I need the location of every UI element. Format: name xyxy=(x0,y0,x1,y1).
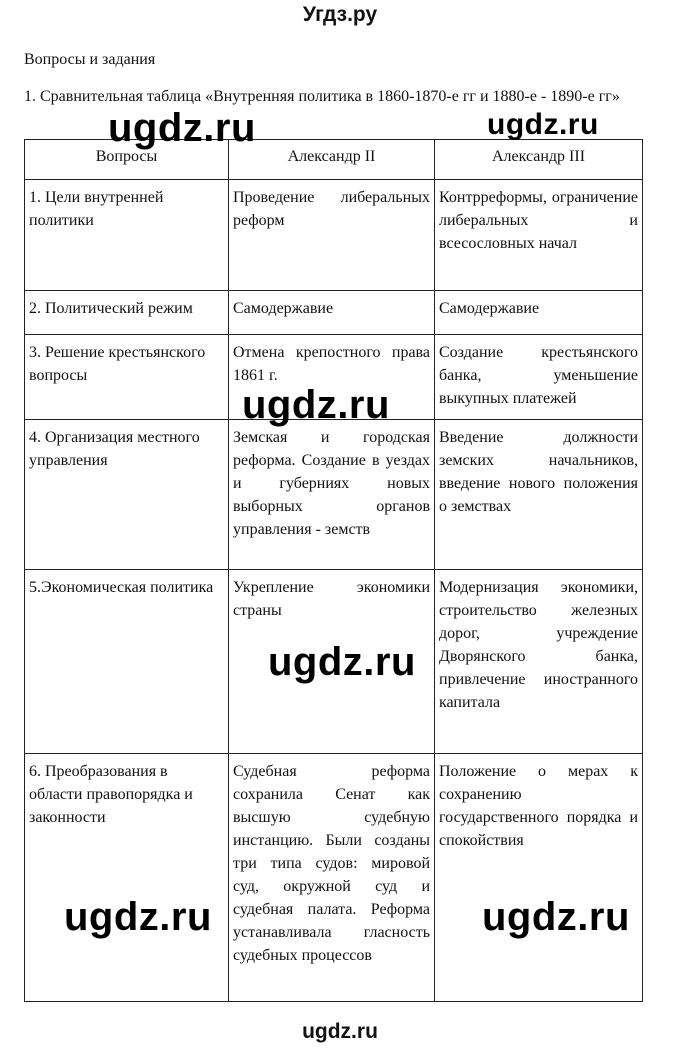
row-question: 4. Организация местного управления xyxy=(25,420,229,570)
header-alexander-3: Александр III xyxy=(435,140,643,180)
table-row xyxy=(25,420,643,570)
watermark: ugdz.ru xyxy=(242,383,390,427)
watermark: ugdz.ru xyxy=(64,895,212,939)
row-alexander-3: Введение должности земских начальников, введение нового положения о земствах xyxy=(435,420,643,570)
row-question: 5.Экономическая политика xyxy=(25,570,229,754)
table-row xyxy=(25,180,643,291)
row-question: 1. Цели внутренней политики xyxy=(25,180,229,291)
row-alexander-3: Положение о мерах к сохранению государственного порядка и спокойствия xyxy=(435,754,643,1002)
row-alexander-3: Контрреформы, ограничение либеральных и всесословных начал xyxy=(435,180,643,291)
watermark: ugdz.ru xyxy=(487,108,599,141)
watermark: ugdz.ru xyxy=(268,640,416,684)
watermark: ugdz.ru xyxy=(482,895,630,939)
row-alexander-2: Земская и городская реформа. Создание в уездах и губерниях новых выборных органов управления - земств xyxy=(229,420,435,570)
task-intro: 1. Сравнительная таблица «Внутренняя политика в 1860-1870-е гг и 1880-е - 1890-е гг» xyxy=(24,88,620,105)
row-alexander-2: Самодержавие xyxy=(229,291,435,335)
site-footer: ugdz.ru xyxy=(302,1020,378,1043)
row-alexander-2: Судебная реформа сохранила Сенат как высшую судебную инстанцию. Были созданы три типа судов: мировой суд, окружной суд и судебная палата. Реформа устанавливала гласность судебных процессов xyxy=(229,754,435,1002)
row-question: 3. Решение крестьянского вопросы xyxy=(25,335,229,420)
comparison-table xyxy=(24,139,643,1002)
row-question: 2. Политический режим xyxy=(25,291,229,335)
site-header: Угдз.ру xyxy=(302,3,378,26)
row-alexander-3: Самодержавие xyxy=(435,291,643,335)
header-alexander-2: Александр II xyxy=(229,140,435,180)
row-alexander-2: Проведение либеральных реформ xyxy=(229,180,435,291)
table-row xyxy=(25,291,643,335)
row-alexander-3: Создание крестьянского банка, уменьшение выкупных платежей xyxy=(435,335,643,420)
row-alexander-2: Укрепление экономики страны xyxy=(229,570,435,754)
row-alexander-3: Модернизация экономики, строительство железных дорог, учреждение Дворянского банка, привлечение иностранного капитала xyxy=(435,570,643,754)
row-question: 6. Преобразования в области правопорядка и законности xyxy=(25,754,229,1002)
watermark: ugdz.ru xyxy=(108,106,256,150)
row-alexander-2: Отмена крепостного права 1861 г. xyxy=(229,335,435,420)
table-row xyxy=(25,754,643,1002)
header-questions: Вопросы xyxy=(25,140,229,180)
section-title: Вопросы и задания xyxy=(24,51,156,68)
